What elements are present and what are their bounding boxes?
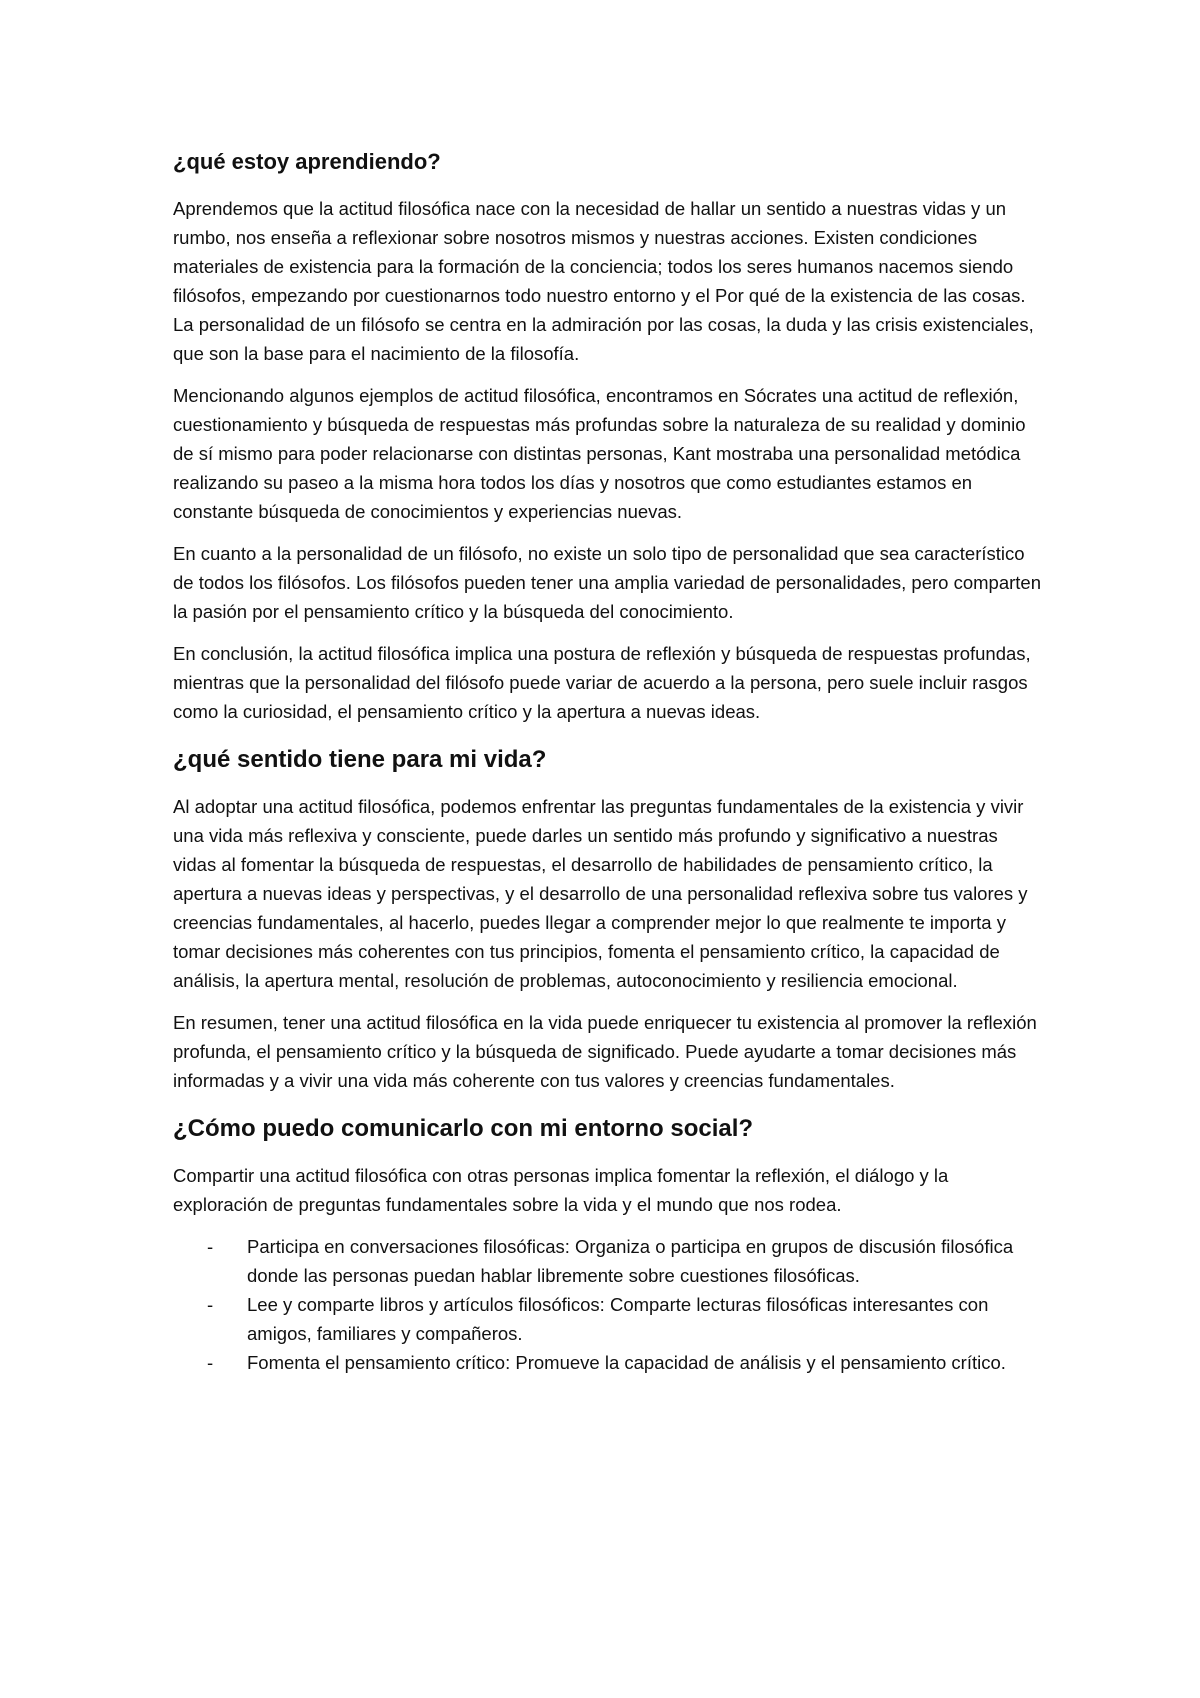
section-heading-sentido: ¿qué sentido tiene para mi vida? bbox=[173, 746, 547, 773]
paragraph: Aprendemos que la actitud filosófica nace con la necesidad de hallar un sentido a nuestras vidas y un rumbo, nos enseña a reflexionar sobre nosotros mismos y nuestras acciones. Existen condiciones materiales de existencia para la formación de la conciencia; todos los seres humanos nacemos siendo filósofos, empezando por cuestionarnos todo nuestro entorno y el Por qué de la existencia de las cosas. La personalidad de un filósofo se centra en la admiración por las cosas, la duda y las crisis existenciales, que son la base para el nacimiento de la filosofía. bbox=[173, 198, 1034, 364]
list-item bbox=[173, 1290, 1043, 1348]
list-item bbox=[173, 1232, 1043, 1290]
paragraph: En cuanto a la personalidad de un filósofo, no existe un solo tipo de personalidad que sea característico de todos los filósofos. Los filósofos pueden tener una amplia variedad de personalidades, pero comparten la pasión por el pensamiento crítico y la búsqueda del conocimiento. bbox=[173, 543, 1042, 622]
document-page bbox=[173, 147, 1043, 1377]
paragraph: Compartir una actitud filosófica con otras personas implica fomentar la reflexión, el diálogo y la exploración de preguntas fundamentales sobre la vida y el mundo que nos rodea. bbox=[173, 1165, 949, 1215]
paragraph: En conclusión, la actitud filosófica implica una postura de reflexión y búsqueda de respuestas profundas, mientras que la personalidad del filósofo puede variar de acuerdo a la persona, pero suele incluir rasgos como la curiosidad, el pensamiento crítico y la apertura a nuevas ideas. bbox=[173, 643, 1031, 722]
dash-bullet: - bbox=[207, 1352, 214, 1373]
section-heading-aprendiendo: ¿qué estoy aprendiendo? bbox=[173, 149, 441, 174]
bullet-list bbox=[173, 1232, 1043, 1377]
dash-bullet: - bbox=[207, 1294, 214, 1315]
list-item-text: Participa en conversaciones filosóficas: Organiza o participa en grupos de discusión filosófica donde las personas puedan hablar libremente sobre cuestiones filosóficas. bbox=[247, 1236, 1014, 1286]
section-heading-comunicar: ¿Cómo puedo comunicarlo con mi entorno social? bbox=[173, 1115, 754, 1142]
list-item-text: Fomenta el pensamiento crítico: Promueve la capacidad de análisis y el pensamiento crítico. bbox=[247, 1352, 1006, 1373]
list-item-text: Lee y comparte libros y artículos filosóficos: Comparte lecturas filosóficas interesantes con amigos, familiares y compañeros. bbox=[247, 1294, 989, 1344]
paragraph: Mencionando algunos ejemplos de actitud filosófica, encontramos en Sócrates una actitud de reflexión, cuestionamiento y búsqueda de respuestas más profundas sobre la naturaleza de su realidad y dominio de sí mismo para poder relacionarse con distintas personas, Kant mostraba una personalidad metódica realizando su paseo a la misma hora todos los días y nosotros que como estudiantes estamos en constante búsqueda de conocimientos y experiencias nuevas. bbox=[173, 385, 1026, 522]
paragraph: En resumen, tener una actitud filosófica en la vida puede enriquecer tu existencia al promover la reflexión profunda, el pensamiento crítico y la búsqueda de significado. Puede ayudarte a tomar decisiones más informadas y a vivir una vida más coherente con tus valores y creencias fundamentales. bbox=[173, 1012, 1037, 1091]
dash-bullet: - bbox=[207, 1236, 214, 1257]
list-item bbox=[173, 1348, 1043, 1377]
paragraph: Al adoptar una actitud filosófica, podemos enfrentar las preguntas fundamentales de la existencia y vivir una vida más reflexiva y consciente, puede darles un sentido más profundo y significativo a nuestras vidas al fomentar la búsqueda de respuestas, el desarrollo de habilidades de pensamiento crítico, la apertura a nuevas ideas y perspectivas, y el desarrollo de una personalidad reflexiva sobre tus valores y creencias fundamentales, al hacerlo, puedes llegar a comprender mejor lo que realmente te importa y tomar decisiones más coherentes con tus principios, fomenta el pensamiento crítico, la capacidad de análisis, la apertura mental, resolución de problemas, autoconocimiento y resiliencia emocional. bbox=[173, 796, 1028, 991]
